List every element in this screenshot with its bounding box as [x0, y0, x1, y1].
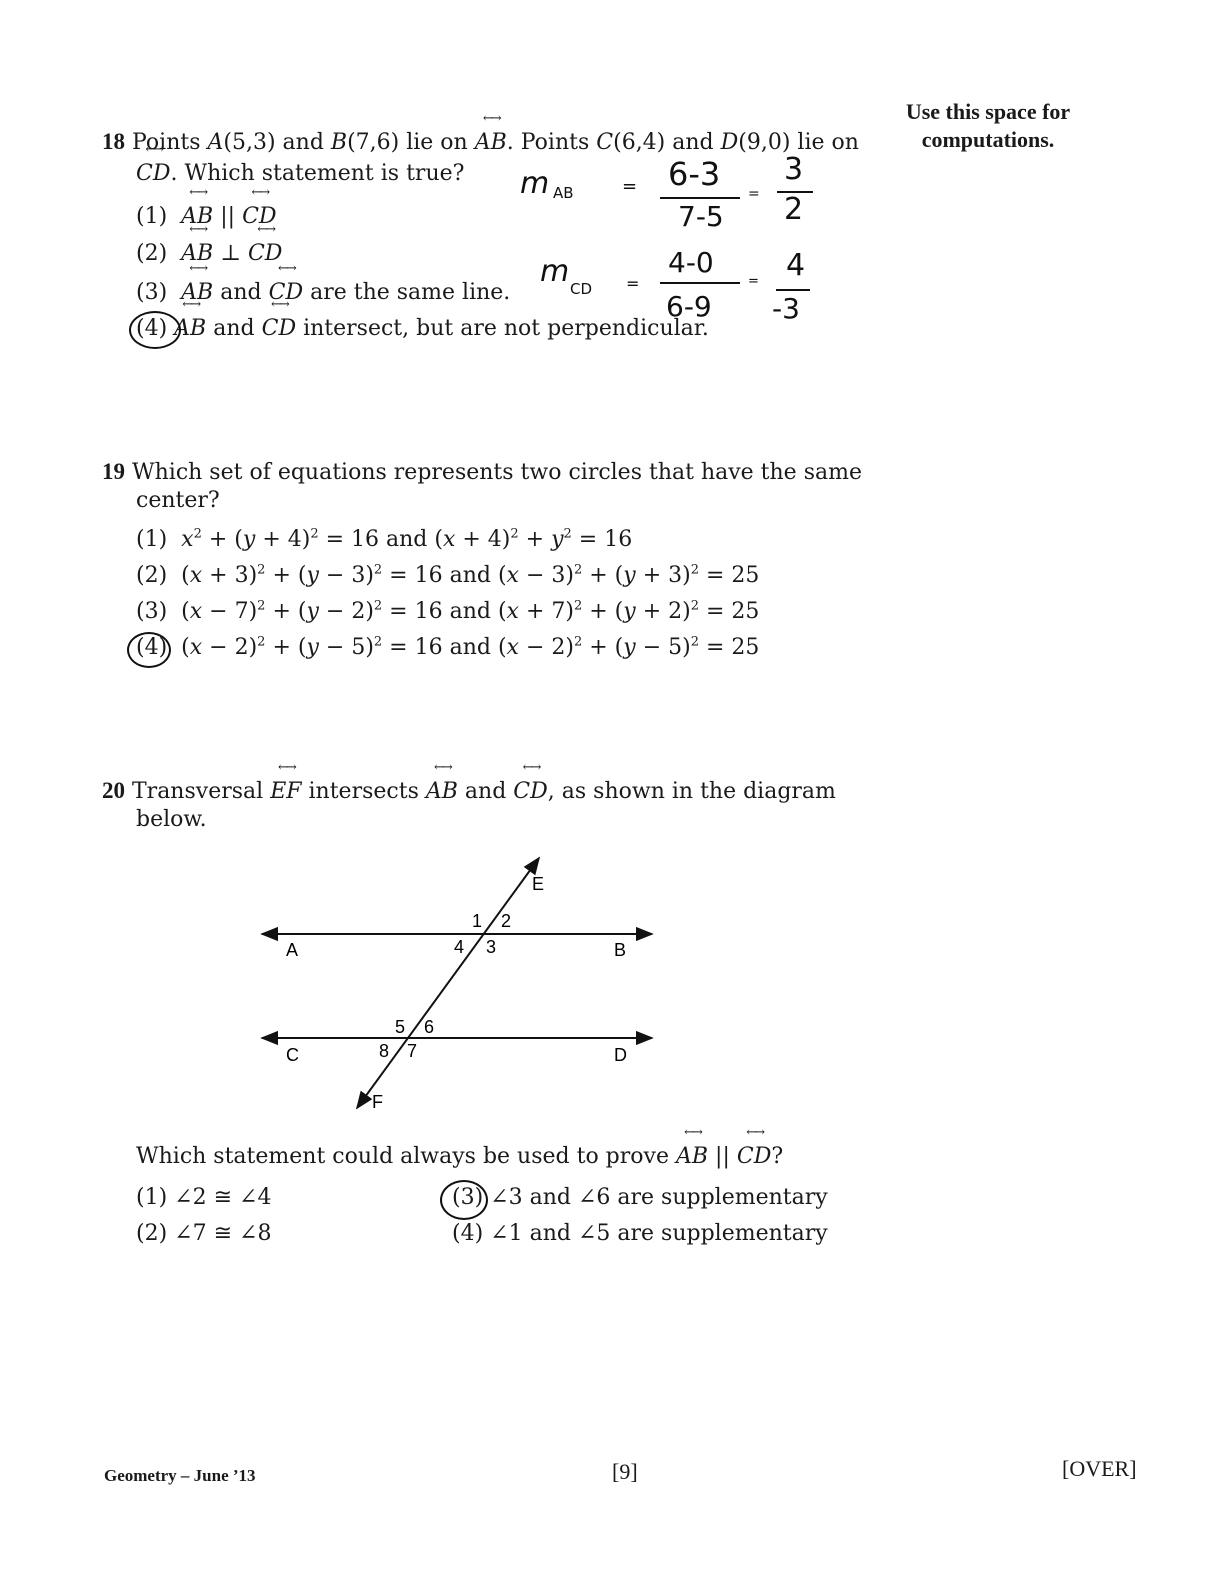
- point-d: D: [720, 130, 739, 155]
- hw-num: 6-3: [668, 155, 721, 193]
- choice-number: (2): [136, 563, 168, 588]
- choice-text: and: [220, 280, 262, 305]
- equation: $(x - 7)^2 + (y - 2)^2 = 16$ and $(x + 7)^2 + (y + 2)^2 = 25$: [174, 598, 760, 624]
- equation: $(x + 3)^2 + (y - 3)^2 = 16$ and $(x - 3)^2 + (y + 3)^2 = 25$: [174, 562, 760, 588]
- line-cd-symbol: [513, 778, 547, 806]
- line-ab: AB: [474, 130, 507, 155]
- q19-choice-4[interactable]: [136, 634, 759, 662]
- choice-number: (1): [136, 527, 168, 552]
- angle-5-label: 5: [395, 1017, 406, 1037]
- line-ab: AB: [181, 241, 214, 266]
- hw-fraction-bar: [776, 289, 810, 291]
- label-c: C: [286, 1045, 299, 1065]
- line-cd: CD: [736, 1144, 772, 1169]
- line-cd: CD: [242, 204, 277, 229]
- hw-m: m: [520, 166, 550, 201]
- line-ab-symbol: [676, 1143, 708, 1171]
- line-cd: CD: [513, 779, 548, 804]
- line-ef: EF: [270, 779, 302, 804]
- q20-prompt-end: ?: [771, 1144, 784, 1169]
- parallel-symbol: ||: [715, 1144, 730, 1169]
- line-cd: CD: [261, 316, 297, 341]
- q20-choice-4[interactable]: [452, 1220, 828, 1248]
- line-cd-symbol: [136, 160, 170, 188]
- q19-line-1: [102, 458, 862, 487]
- hw-num: 4: [786, 248, 806, 283]
- q18-line-1: [102, 128, 859, 157]
- q20-line-2: below.: [136, 807, 207, 832]
- choice-text: intersect, but are not perpendicular.: [303, 316, 709, 341]
- sidebar-line-2: computations.: [921, 127, 1055, 152]
- choice-number: (1): [136, 204, 168, 229]
- choice-text: ∠3 and ∠6 are supplementary: [490, 1185, 828, 1210]
- page-number: [9]: [612, 1459, 638, 1484]
- choice-text: ∠2 ≅ ∠4: [174, 1185, 272, 1210]
- equation: $(x - 2)^2 + (y - 5)^2 = 16$ and $(x - 2)^2 + (y - 5)^2 = 25$: [174, 634, 760, 660]
- hw-sub: CD: [570, 280, 593, 298]
- q20-line-1: [102, 777, 836, 806]
- answer-circle-mark: [127, 632, 171, 668]
- line-ab: AB: [174, 316, 207, 341]
- q20-text: intersects: [308, 779, 419, 804]
- choice-number: (3): [452, 1185, 484, 1210]
- q20-choice-1[interactable]: [136, 1184, 271, 1212]
- line-cd: CD: [136, 161, 171, 186]
- line-ab-symbol: [475, 129, 507, 157]
- choice-number: (2): [136, 1221, 168, 1246]
- point-c-coords: (6,4) and: [613, 130, 721, 155]
- choice-number: (4): [136, 316, 168, 341]
- angle-4-label: 4: [454, 937, 465, 957]
- q18-text-2: . Points: [506, 130, 597, 155]
- transversal-ef-drawing: [357, 858, 539, 1108]
- hw-den: 6-9: [666, 290, 712, 323]
- line-ab: AB: [181, 204, 214, 229]
- line-cd-symbol: [737, 1143, 771, 1171]
- line-ab-symbol: [426, 778, 458, 806]
- hw-eq: =: [748, 186, 760, 202]
- label-b: B: [614, 940, 627, 960]
- q19-question-line-2: center?: [136, 488, 220, 513]
- hw-fraction-bar: [660, 197, 740, 199]
- hw-num: 3: [784, 152, 804, 187]
- angle-8-label: 8: [379, 1041, 390, 1061]
- choice-text: ∠7 ≅ ∠8: [174, 1221, 272, 1246]
- hw-num: 4-0: [668, 246, 714, 279]
- point-a-coords: (5,3) and: [223, 130, 331, 155]
- point-b: B: [330, 130, 348, 155]
- label-e: E: [532, 874, 545, 894]
- line-cd-symbol: [262, 315, 296, 343]
- q20-text: , as shown in the diagram: [547, 779, 836, 804]
- line-ab: AB: [675, 1144, 709, 1169]
- choice-number: (1): [136, 1185, 168, 1210]
- q19-number: 19: [102, 459, 125, 484]
- line-cd: CD: [247, 241, 283, 266]
- angle-1-label: 1: [472, 911, 483, 931]
- q20-text: and: [464, 779, 507, 804]
- q18-choice-4[interactable]: [136, 315, 709, 343]
- choice-number: (4): [136, 635, 168, 660]
- label-d: D: [614, 1045, 627, 1065]
- parallel-symbol: ||: [220, 204, 236, 229]
- q20-text: Transversal: [132, 779, 264, 804]
- hw-fraction-bar: [660, 282, 740, 284]
- point-a: A: [207, 130, 224, 155]
- answer-circle-mark: [440, 1180, 488, 1220]
- q20-choice-2[interactable]: [136, 1220, 271, 1248]
- equation: $x^2 + (y + 4)^2 = 16$ and $(x + 4)^2 + y^2 = 16$: [181, 526, 633, 552]
- choice-text: are the same line.: [310, 280, 511, 305]
- angle-6-label: 6: [424, 1017, 435, 1037]
- hw-eq: =: [622, 176, 638, 197]
- hw-den: -3: [772, 292, 800, 325]
- hw-eq: =: [626, 274, 640, 293]
- sidebar-line-1: Use this space for: [905, 99, 1071, 124]
- choice-text: ∠1 and ∠5 are supplementary: [490, 1221, 828, 1246]
- q20-number: 20: [102, 778, 125, 803]
- line-ef-symbol: [270, 778, 301, 806]
- footer-exam-title: Geometry – June ’13: [104, 1466, 256, 1485]
- q18-line-2: [136, 160, 464, 188]
- computation-space-note: [880, 98, 1096, 154]
- q19-choice-3[interactable]: [136, 598, 759, 626]
- q18-number: 18: [102, 129, 125, 154]
- point-b-coords: (7,6) lie on: [347, 130, 475, 155]
- q19-choice-2[interactable]: [136, 562, 759, 590]
- hw-sub: AB: [553, 184, 574, 202]
- choice-text: and: [213, 316, 255, 341]
- hw-den: 7-5: [678, 200, 724, 233]
- q20-prompt: [136, 1143, 783, 1171]
- line-ab: AB: [425, 779, 458, 804]
- choice-number: (2): [136, 241, 168, 266]
- angle-2-label: 2: [501, 911, 512, 931]
- angle-7-label: 7: [407, 1041, 418, 1061]
- q20-prompt-text: Which statement could always be used to prove: [136, 1144, 669, 1169]
- q18-question: . Which statement is true?: [170, 161, 465, 186]
- choice-number: (3): [136, 280, 168, 305]
- q19-choice-1[interactable]: [136, 526, 632, 554]
- transversal-diagram: [250, 850, 670, 1120]
- point-c: C: [596, 130, 614, 155]
- line-cd: CD: [268, 280, 304, 305]
- answer-circle-mark: [129, 311, 181, 349]
- over-indicator: [OVER]: [1062, 1456, 1137, 1481]
- label-f: F: [372, 1092, 383, 1112]
- q19-question: Which set of equations represents two circles that have the same: [132, 460, 862, 485]
- point-d-coords: (9,0) lie on: [738, 130, 859, 155]
- hw-m: m: [540, 254, 570, 289]
- angle-3-label: 3: [486, 937, 497, 957]
- choice-number: (3): [136, 599, 168, 624]
- hw-den: 2: [784, 192, 804, 227]
- q18-text: Points: [132, 130, 208, 155]
- choice-number: (4): [452, 1221, 484, 1246]
- hw-eq: =: [748, 274, 759, 289]
- label-a: A: [286, 940, 299, 960]
- line-ab: AB: [181, 280, 214, 305]
- perpendicular-symbol: ⊥: [220, 241, 241, 266]
- q20-choice-3[interactable]: [452, 1184, 828, 1212]
